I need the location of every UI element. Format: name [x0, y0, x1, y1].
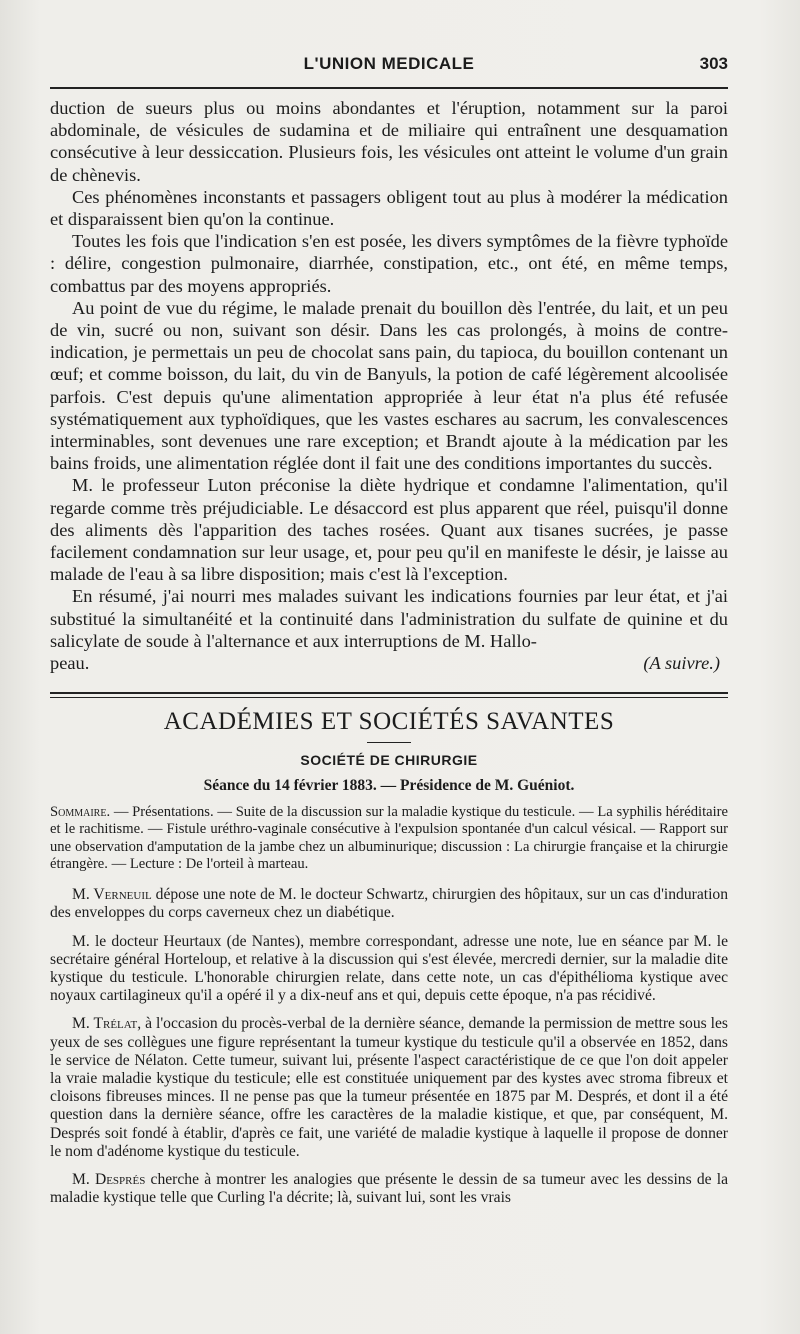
session-minutes: [50, 886, 728, 1207]
paragraph-1: duction de sueurs plus ou moins abondantes et l'éruption, notamment sur la paroi abdominale, de vésicules de sudamina et de miliaire qui entraînent une desquamation consécutive à leur dessiccation. Plusieurs fois, les vésicules ont atteint le volume d'un grain de chènevis.: [50, 98, 728, 185]
summary-text: — Présentations. — Suite de la discussion sur la maladie kystique du testicule. — La syphilis héréditaire et le rachitisme. — Fistule uréthro-vaginale consécutive à l'expulsion spontanée d'un calcul vésical. — Rapport sur une observation d'amputation de la jambe chez un albuminurique; discussion : La chirurgie française et la chirurgie étrangère. — Lecture : De l'orteil à marteau.: [50, 804, 728, 872]
minutes-paragraph-heurtaux: M. le docteur Heurtaux (de Nantes), membre correspondant, adresse une note, lue en séance par M. le secrétaire général Horteloup, et relative à la discussion qui s'est élevée, mercredi dernier, sur la maladie dite kystique du testicule. L'honorable chirurgien relate, dans cette note, un cas d'épithélioma kystique avec noyaux cartilagineux qu'il a opéré il y a dix-neuf ans et qui, depuis cette époque, n'a pas récidivé.: [50, 932, 728, 1005]
page-number: 303: [699, 54, 728, 73]
header-rule: [50, 87, 728, 89]
speaker-name: M. Trélat: [72, 1015, 138, 1033]
paragraph-5: M. le professeur Luton préconise la diète hydrique et condamne l'alimentation, qu'il regarde comme très préjudiciable. Le désaccord est plus apparent que réel, puisqu'il donne des aliments dès l'apparition des taches rosées. Quant aux tisanes sucrées, je passe facilement condamnation sur leur usage, et, pour peu qu'il en manifeste le désir, je laisse au malade de l'eau à sa libre disposition; mais c'est là l'exception.: [50, 475, 728, 585]
section-divider: [50, 692, 728, 698]
minutes-paragraph-trelat: [50, 1015, 728, 1161]
speaker-name: M. Després: [72, 1170, 146, 1188]
title-underline: [367, 742, 411, 743]
paragraph-2: Ces phénomènes inconstants et passagers obligent tout au plus à modérer la médication et disparaissent bien qu'on la continue.: [50, 186, 728, 230]
page-header: [50, 0, 728, 94]
summary-label: Sommaire.: [50, 804, 111, 821]
minutes-text: dépose une note de M. le docteur Schwartz, chirurgien des hôpitaux, sur un cas d'induration des enveloppes du corps caverneux chez un diabétique.: [50, 886, 729, 922]
running-title: L'UNION MEDICALE: [303, 54, 475, 73]
speaker-name: M. Verneuil: [72, 886, 152, 904]
paragraph-6-end: [50, 652, 728, 674]
paragraph-3: Toutes les fois que l'indication s'en est posée, les divers symptômes de la fièvre typhoïde : délire, congestion pulmonaire, diarrhée, constipation, etc., ont été, en même temps, combattus par des moyens appropriés.: [50, 231, 728, 296]
minutes-paragraph-verneuil: [50, 886, 728, 922]
summary: [50, 804, 728, 873]
session-line: Séance du 14 février 1883. — Présidence de M. Guéniot.: [203, 777, 575, 795]
section-title: ACADÉMIES ET SOCIÉTÉS SAVANTES: [163, 708, 615, 736]
paragraph-6-last-word: peau.: [50, 653, 90, 674]
paragraph-4: Au point de vue du régime, le malade prenait du bouillon dès l'entrée, du lait, et un peu de vin, sucré ou non, suivant son désir. Dans les cas prolongés, à moins de contre-indication, je permettais un peu de chocolat sans pain, du tapioca, du bouillon contenant un œuf; et comme boisson, du lait, du vin de Banyuls, la potion de café légèrement alcoolisée parfois. C'est depuis qu'une alimentation appropriée à leur état n'a plus été refusée systématiquement aux typhoïdiques, que les vastes eschares au sacrum, les convalescences interminables, sont devenues une rare exception; et Brandt ajoute à la médication par les bains froids, une alimentation réglée dont il fait une des conditions importantes du succès.: [50, 297, 728, 474]
minutes-text: , à l'occasion du procès-verbal de la dernière séance, demande la permission de mettre sous les yeux de ses collègues une figure représentant la tumeur kystique du testicule qu'il a observée en 1852, dans le service de Nélaton. Cette tumeur, suivant lui, présente l'aspect caractéristique de ce que l'on doit appeler la vraie maladie kystique du testicule; elle est constituée uniquement par des kystes avec stroma fibreux et cloisons fibreuses minces. Il ne pense pas que la tumeur présentée en 1875 par M. Després, et dont il a été question dans la dernière séance, offre les caractères de la maladie kistique, et que, par conséquent, M. Després soit fondé à établir, d'après ce fait, une variété de maladie kystique à laquelle il propose de donner le nom d'adénome kystique du testicule.: [50, 1015, 729, 1160]
society-name: SOCIÉTÉ DE CHIRURGIE: [300, 752, 478, 769]
minutes-text: cherche à montrer les analogies que présente le dessin de sa tumeur avec les dessins de la maladie kystique telle que Curling l'a décrite; là, suivant lui, sont les vrais: [50, 1170, 728, 1207]
minutes-paragraph-despres: [50, 1171, 728, 1207]
to-be-continued: (A suivre.): [643, 653, 720, 674]
paragraph-6: En résumé, j'ai nourri mes malades suivant les indications fournies par leur état, et j'ai substitué la simultanéité et la continuité dans l'administration du sulfate de quinine et du salicylate de soude à l'alternance et aux interruptions de M. Hallo-: [50, 586, 728, 651]
article-continuation: [50, 94, 728, 674]
